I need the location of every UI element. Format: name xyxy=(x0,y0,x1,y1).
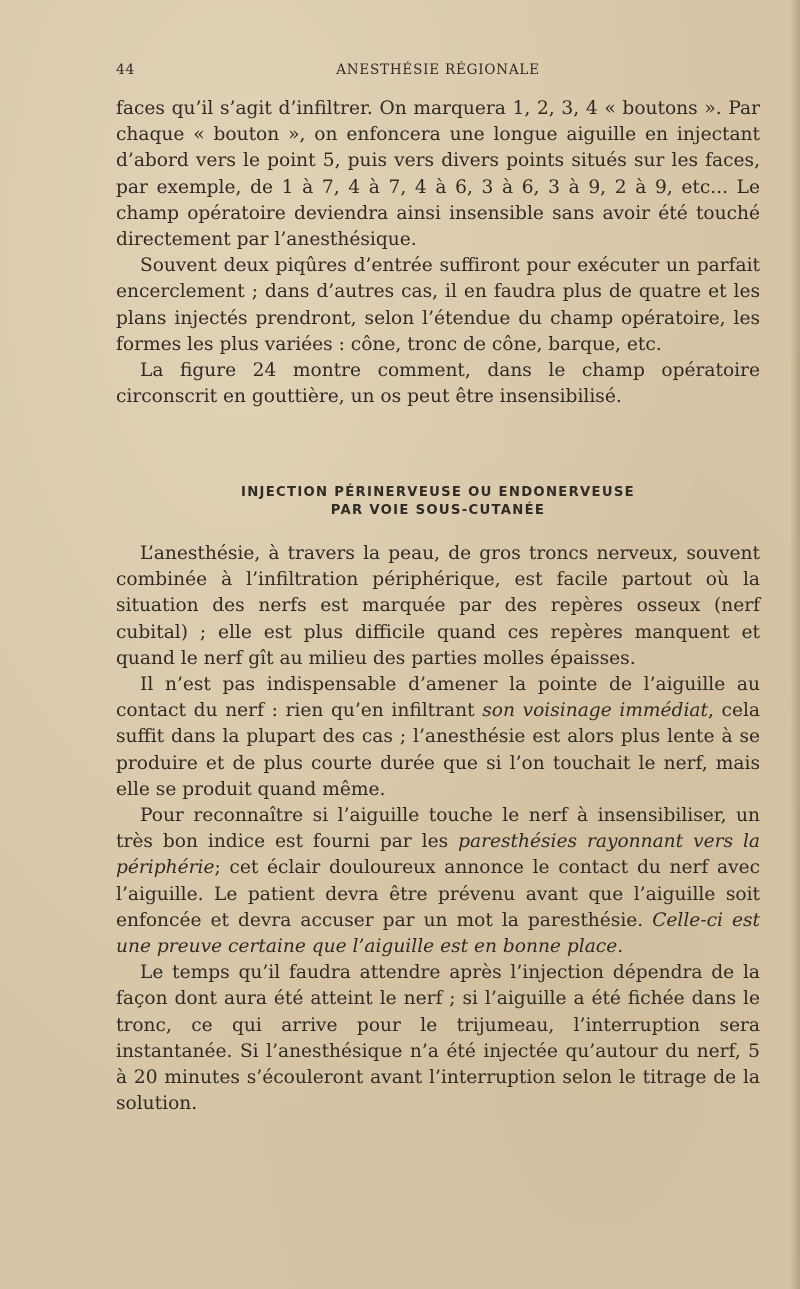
section-heading-line-1: INJECTION PÉRINERVEUSE OU ENDONERVEUSE xyxy=(241,485,635,500)
emphasis-voisinage: son voisinage immédiat xyxy=(482,700,708,722)
paragraph-anesthesie-peau: L’anesthésie, à travers la peau, de gros troncs nerveux, souvent combinée à l’infiltration périphérique, est facile partout où la situation des nerfs est marquée par des repères osseux (nerf cubital) ; elle est plus difficile quand ces repères manquent et quand le nerf gît au milieu des parties molles épaisses. xyxy=(116,543,760,669)
text-run: Il n’est pas indispensable d’amener la pointe de l’aiguille au contact du nerf : rien qu’en infiltrant xyxy=(116,674,760,722)
emphasis-paresthesies: paresthésies rayonnant vers la périphérie xyxy=(116,831,761,879)
paragraph-figure-reference: La figure 24 montre comment, dans le champ opératoire circonscrit en gouttière, un os peut être insensibilisé. xyxy=(116,360,760,408)
paragraph-continuation: faces qu’il s’agit d’infiltrer. On marquera 1, 2, 3, 4 « boutons ». Par chaque « bouton », on enfoncera une longue aiguille en injectant d’abord vers le point 5, puis vers divers points situés sur les faces, par exemple, de 1 à 7, 4 à 7, 4 à 6, 3 à 6, 3 à 9, 2 à 9, etc... Le champ opératoire deviendra ainsi insensible sans avoir été touché directement par l’anesthésique. xyxy=(116,98,760,251)
emphasis-preuve: Celle-ci est une preuve certaine que l’aiguille est en bonne place. xyxy=(116,909,760,958)
section-heading-line-2: PAR VOIE SOUS-CUTANÉE xyxy=(330,503,546,518)
paragraph-paresthesies xyxy=(116,803,760,960)
paragraph-temps-attente: Le temps qu’il faudra attendre après l’injection dépendra de la façon dont aura été atteint le nerf ; si l’aiguille a été fichée dans le tronc, ce qui arrive pour le trijumeau, l’interruption sera instantanée. Si l’anesthésique n’a été injectée qu’autour du nerf, 5 à 20 minutes s’écouleront avant l’interruption selon le titrage de la solution. xyxy=(116,962,760,1115)
paragraph-encerclement: Souvent deux piqûres d’entrée suffiront pour exécuter un parfait encerclement ; dans d’autres cas, il en faudra plus de quatre et les plans injectés prendront, selon l’étendue du champ opératoire, les formes les plus variées : cône, tronc de cône, barque, etc. xyxy=(116,255,760,355)
text-run: , cela suffit dans la plupart des cas ; l’anesthésie est alors plus lente à se produire et de plus courte durée que si l’on touchait le nerf, mais elle se produit quand même. xyxy=(116,700,760,800)
intro-text xyxy=(116,96,760,410)
running-title: ANESTHÉSIE RÉGIONALE xyxy=(336,62,540,78)
page-header xyxy=(116,60,760,84)
page-number: 44 xyxy=(116,62,135,78)
section-body xyxy=(116,541,760,1117)
paragraph-voisinage xyxy=(116,672,760,803)
section-heading xyxy=(116,484,760,520)
text-run: ; cet éclair douloureux annonce le contact du nerf avec l’aiguille. Le patient devra être prévenu avant que l’aiguille soit enfoncée et devra accuser par un mot la paresthésie. xyxy=(116,857,760,931)
page-edge-shadow xyxy=(790,0,800,1289)
text-run: Pour reconnaître si l’aiguille touche le nerf à insensibiliser, un très bon indice est fourni par les xyxy=(116,805,760,853)
